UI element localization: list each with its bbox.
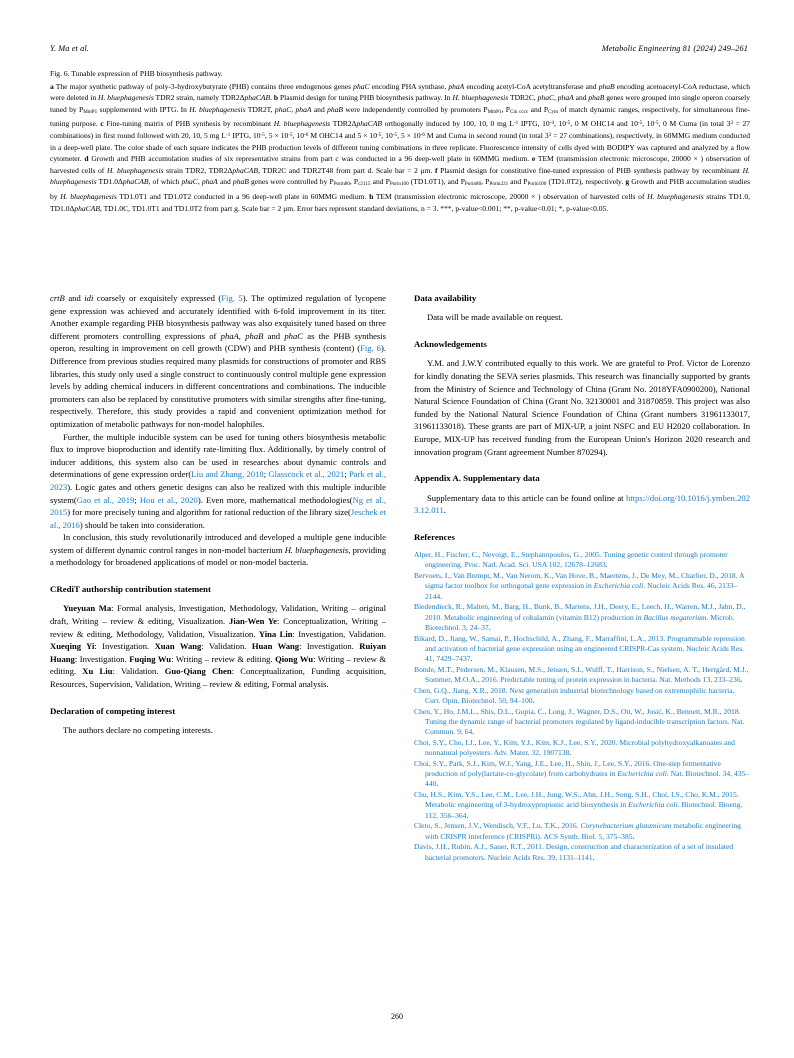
paragraph-acknowledgements: Y.M. and J.W.Y contributed equally to this work. We are grateful to Prof. Victor de Lorenzo for kindly donating the SEVA series plasmids. This research was financially supported by grants from the Ministry of Science and Technology of China (Grant No. 2018YFA0900200), National Natural Science Foundation of China (Grant No. 32130001 and 31870859. This project was also funded by the National Natural Science Foundation of China (Grant numbers 31961133017, 31961133018). These grants are part of MIX-UP, a joint NSFC and EU H2020 collaboration. In Europe, MIX-UP has received funding from the European Union's Horizon 2020 research and innovation program (Grant agreement Number 870294). <box>414 358 750 457</box>
reference-item[interactable]: Bervoets, I., Van Brempt, M., Van Nerom, K., Van Hove, B., Maertens, J., De Mey, M., Charlier, D., 2018. A sigma factor toolbox for orthogonal gene expression in Escherichia coli. Nucleic Acids Res. 46, 2133–2144. <box>414 571 745 601</box>
body-columns <box>50 292 750 1007</box>
supplementary-doi-link[interactable]: https://doi.org/10.1016/j.ymben.2023.12.011 <box>414 492 750 516</box>
reference-list <box>414 550 750 863</box>
reference-item[interactable]: Biedendieck, R., Malten, M., Barg, H., Bunk, B., Martens, J.H., Deery, E., Leech, H., Warren, M.J., Jahn, D., 2010. Metabolic engineering of cobalamin (vitamin B12) production in Bacillus megaterium. Microb. Biotechnol. 3, 24–37. <box>414 602 746 632</box>
page-number: 260 <box>391 1012 403 1021</box>
paragraph-further-discussion: Further, the multiple inducible system can be used for tuning others biosynthesis metabolic flux to improve bioproduction and identify rate-limiting flux. Additionally, by timely control of inducer additions, this system also can be used in researches about dynamic controls and determinations of gene expression order(Liu and Zhang, 2018; Glasscock et al., 2021; Park et al., 2023). Logic gates and others genetic designs can also be realized with this multiple inducible system(Gao et al., 2019; Hou et al., 2020). Even more, mathematical methodologies(Ng et al., 2015) for more precisely tuning and algorithm for rational reduction of the library size(Jeschek et al., 2016) should be taken into consideration. <box>50 431 387 530</box>
reference-item[interactable]: Bonde, M.T., Pedersen, M., Klausen, M.S., Jensen, S.I., Wulff, T., Harrison, S., Nielsen, A. T., Herrgård, M.J., Sommer, M.O.A., 2016. Predictable tuning of protein expression in bacteria. Nat. Methods 13, 233–236. <box>414 664 749 684</box>
section-heading-appendix: Appendix A. Supplementary data <box>414 473 540 484</box>
spacer <box>414 517 750 531</box>
reference-item[interactable]: Davis, J.H., Rubin, A.J., Sauer, R.T., 2011. Design, construction and characterization of a set of insulated bacterial promoters. Nucleic Acids Res. 39, 1131–1141. <box>414 842 734 862</box>
right-column <box>414 292 750 1007</box>
section-heading-data-availability: Data availability <box>414 293 477 303</box>
paragraph-declaration-body: The authors declare no competing interests. <box>63 725 213 736</box>
appendix-text-post: . <box>443 505 446 516</box>
paragraph-in-conclusion: In conclusion, this study revolutionarily introduced and developed a multiple gene inducible system of different dynamic control ranges in non-model bacterium H. bluephagenesis, providing a methodology for broadened applications of model or non-model bacteria. <box>50 532 386 568</box>
reference-item[interactable]: Chen, G.Q., Jiang, X.R., 2018. Next generation industrial biotechnology based on extremophilic bacteria. Curr. Opin. Biotechnol. 50, 94–100. <box>414 685 735 705</box>
citation-jeschek-2016[interactable]: Jeschek et al., 2016 <box>50 507 387 530</box>
paragraph-appendix <box>414 492 750 517</box>
running-head-journal: Metabolic Engineering 81 (2024) 249–261 <box>601 44 748 53</box>
section-heading-references: References <box>414 531 455 542</box>
reference-item[interactable]: Choi, S.Y., Park, S.J., Kim, W.J., Yang, J.E., Lee, H., Shin, J., Lee, S.Y., 2016. One-step fermentative production of poly(lactate-co-glycolate) from carbohydrates in Escherichia coli. Nat. Biotechnol. 34, 435–440. <box>414 758 750 789</box>
citation-hou-2020[interactable]: Hou et al., 2020 <box>139 494 198 505</box>
reference-item[interactable]: Chen, Y., Ho, J.M.L., Shis, D.L., Gupta, C., Long, J., Wagner, D.S., Ott, W., Josić, K., Bennett, M.R., 2018. Tuning the dynamic range of bacterial promoters regulated by ligand-inducible transcription factors. Nat. Commun. 9, 64. <box>414 706 745 737</box>
spacer <box>414 543 750 550</box>
spacer <box>414 485 750 492</box>
running-head <box>50 44 748 53</box>
citation-glasscock-2021[interactable]: Glasscock et al., 2021 <box>268 469 345 480</box>
figure-caption-block <box>50 68 750 214</box>
citation-ng-2015[interactable]: Ng et al., 2015 <box>50 494 386 518</box>
paragraph-credit-statement: Yueyuan Ma: Formal analysis, Investigation, Methodology, Validation, Writing – original draft, Writing – review & editing, Visualization. Jian-Wen Ye: Conceptualization, Writing – review & editing, Methodology, Validation, Visualization. Yina Lin: Investigation, Validation. Xueqing Yi: Investigation. Xuan Wang: Validation. Huan Wang: Investigation. Ruiyan Huang: Investigation. Fuqing Wu: Writing – review & editing. Qiong Wu: Writing – review & editing. Xu Liu: Validation. Guo-Qiang Chen: Conceptualization, Funding acquisition, Resources, Supervision, Validation, Writing – review & editing, Formal analysis. <box>50 603 387 690</box>
citation-liu-zhang-2018[interactable]: Liu and Zhang, 2018 <box>191 469 264 480</box>
reference-item[interactable]: Chu, H.S., Kim, Y.S., Lee, C.M., Lee, J.H., Jung, W.S., Ahn, J.H., Song, S.H., Choi, I.S., Cho, K.M., 2015. Metabolic engineering of 3-hydroxypropionic acid biosynthesis in Escherichia coli. Biotechnol. Bioeng. 112, 356–364. <box>414 790 743 820</box>
left-column <box>50 292 386 1007</box>
citation-gao-2019[interactable]: Gao et al., 2019 <box>76 494 135 505</box>
figure-reference-fig6[interactable]: Fig. 6 <box>360 343 381 354</box>
spacer <box>414 458 750 472</box>
paragraph-conclusion-discussion: crtB and idi coarsely or exquisitely expressed (Fig. 5). The optimized regulation of lycopene gene expression was achieved and accurately identified with 6-fold improvement in its titer. Another example regarding PHB biosynthesis pathway was also exquisitely tuned based on three different promoters controlling expressions of phaA, phaB and phaC as the PHB synthesis operon, resulting in improvement on cell growth (CDW) and PHB synthesis (content) (Fig. 6). Difference from previous studies required many plasmids for constructions of promoter and RBS libraries, this study only used a single construct to continuously control multiple gene expression levels by adding chemical inducers in different concentrations and combinations. The inducible promoters can also be replaced by constitutive promoters with similar strengths after fine-tuning, respectively. Therefore, this study provides a rapid and convenient optimization method for optimization of metabolic pathways for non-model halophiles. <box>50 293 387 429</box>
reference-item[interactable]: Bikard, D., Jiang, W., Samai, P., Hochschild, A., Zhang, F., Marraffini, L.A., 2013. Programmable repression and activation of bacterial gene expression using an engineered CRISPR-Cas system. Nucleic Acids Res. 41, 7429–7437. <box>414 633 745 663</box>
appendix-text-pre: Supplementary data to this article can be found online at <box>427 492 627 503</box>
figure-caption-body: a The major synthetic pathway of poly-3-hydroxybutyrate (PHB) contains three endogenous genes phaC encoding PHA synthase, phaA encoding acetyl-CoA acetyltransferase and phaB encoding acetoacetyl-CoA reductase, which were deleted in H. bluephagenesis TDR2 strain, namely TDR2ΔphaCAB. b Plasmid design for tuning PHB biosynthesis pathway. In H. bluephagenesis TDR2C, phaC, phaA and phaB genes were grouped into single operon coarsely tuned by $P_{MmP1}$ supplemented with IPTG. In H. bluephagenesis TDR2T, phaC, phaA and phaB were independently controlled by promoters $P_{MmP1}$, $P_{Cin cccc}$ and $P_{Cym}$ of match dynamic ranges, respectively, for simultaneous fine-tuning purpose. c Fine-tuning matrix of PHB synthesis by recombinant H. bluephagenesis TDR2ΔphaCAB orthogonally induced by 100, 10, 0 mg $L^{-1}$ IPTG, $10^{-4}$, $10^{-5}$, 0 M OHC14 and $10^{-5}$, $10^{-5}$, 0 M Cuma (in total $3^3 = 27$ combinations) in first round followed with 20, 10, 5 mg $L^{-1}$ IPTG, $10^{-5}$, $5 \times 10^{-5}$, $10^{-6}$ M OHC14 and $5 \times 10^{-5}$, $10^{-5}$, $5 \times 10^{-6}$ M and Cuma in second round (in total $3^3 = 27$ combinations), respectively, in 60MMG medium conducted in a deep-well plate. The color shade of each square indicates the PHB production levels of different tuning combinations in three replicate. Fluorescence intensity of cells dyed with BODIPY was captured and analyzed by a flow cytometer. d Growth and PHB accumulation studies of six representative strains from part c was conducted in a 96 deep-well plate in 60MMG medium. e TEM (transmission electronic microscope, 20000 × ) observation of harvested cells of H. bluephagenesis strain TDR2, TDR2ΔphaCAB, TDR2C and TDR2T48 from part d. Scale bar = 2 μm. f Plasmid design for constitutive fine-tuned expression of PHB synthesis pathway by recombinant H. bluephagenesis TD1.0ΔphaCAB, of which phaC, phaA and phaB genes were controlled by $P_{Porin80}$, $P_{c2115}$ and $P_{Porin100}$ (TD1.0T1), and $P_{Porin80}$, $P_{Porin221}$ and $P_{Porin100}$ (TD1.0T2), respectively. g Growth and PHB accumulation studies by H. bluephagenesis TD1.0T1 and TD1.0T2 conducted in a 96 deep-well plate in 60MMG medium. h TEM (transmission electronic microscope, 20000 × ) observation of harvested cells of H. bluephagenesis strains TD1.0, TD1.0ΔphaCAB, TD1.0C, TD1.0T1 and TD1.0T2 from part g. Scale bar = 2 μm. Error bars represent standard deviations, n = 3. ***, p-value<0.001; **, p-value<0.01; *, p-value<0.05. <box>50 81 751 213</box>
paragraph-data-availability: Data will be made available on request. <box>427 312 563 323</box>
figure-caption-title: Fig. 6. Tunable expression of PHB biosynthesis pathway. <box>50 69 223 78</box>
spacer <box>414 304 750 311</box>
spacer <box>50 691 386 705</box>
spacer <box>414 324 750 338</box>
spacer <box>50 595 386 602</box>
spacer <box>50 569 386 583</box>
section-heading-credit: CRediT authorship contribution statement <box>50 584 211 595</box>
section-heading-acknowledgements: Acknowledgements <box>414 339 487 349</box>
citation-park-2023[interactable]: Park et al., 2023 <box>50 469 386 492</box>
reference-item[interactable]: Cleto, S., Jensen, J.V., Wendisch, V.F., Lu, T.K., 2016. Corynebacterium glutamicum metabolic engineering with CRISPR interference (CRISPRi). ACS Synth. Biol. 5, 375–385. <box>414 821 741 841</box>
section-heading-declaration: Declaration of competing interest <box>50 705 176 716</box>
reference-item[interactable]: Choi, S.Y., Cho, I.J., Lee, Y., Kim, Y.J., Kim, K.J., Lee, S.Y., 2020. Microbial polyhydroxyalkanoates and nonnatural polyesters. Adv. Mater. 32, 1907138. <box>414 737 735 758</box>
reference-item[interactable]: Alper, H., Fischer, C., Nevoigt, E., Stephanopoulos, G., 2005. Tuning genetic control through promoter engineering. Proc. Natl. Acad. Sci. USA 102, 12678–12683. <box>414 550 728 570</box>
spacer <box>50 717 386 724</box>
spacer <box>414 350 750 357</box>
figure-reference-fig5[interactable]: Fig. 5 <box>221 293 243 303</box>
running-head-authors: Y. Ma et al. <box>50 44 89 53</box>
